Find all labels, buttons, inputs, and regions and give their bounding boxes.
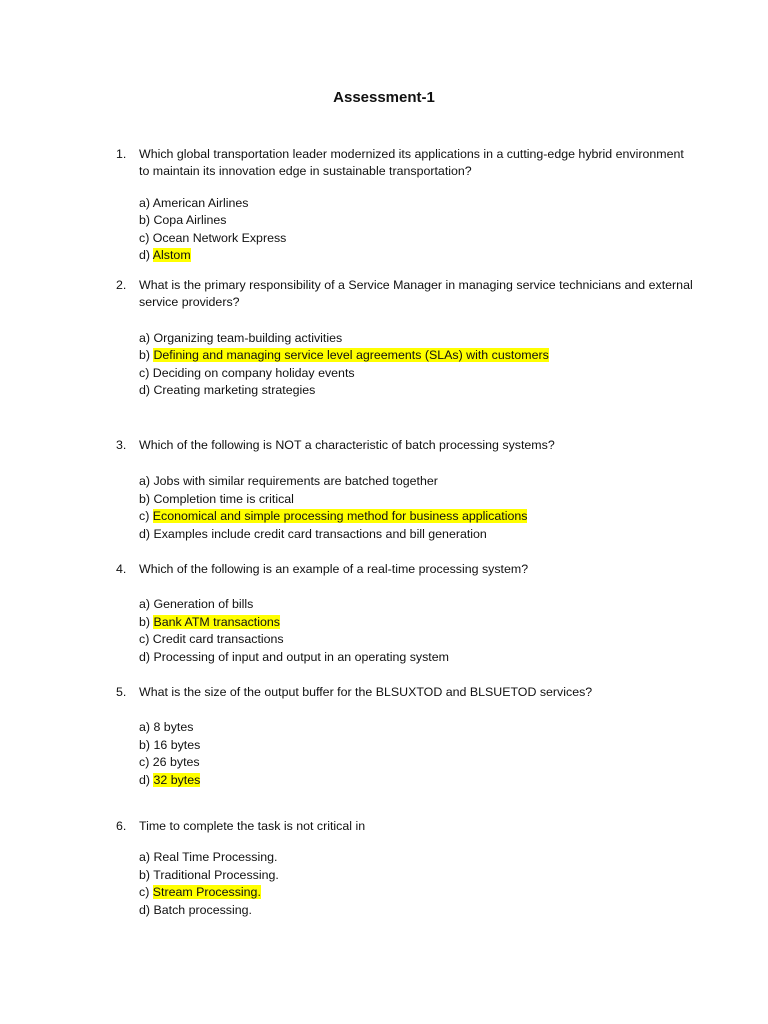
- question-text: Which of the following is NOT a characteristic of batch processing systems?: [139, 438, 555, 452]
- option-b: b) 16 bytes: [139, 737, 201, 752]
- option-a: a) American Airlines: [139, 195, 249, 210]
- option-c: c) Ocean Network Express: [139, 230, 287, 245]
- highlighted-answer: Bank ATM transactions: [153, 614, 280, 629]
- option-b: b) Copa Airlines: [139, 213, 227, 228]
- question-number: 3.: [116, 438, 127, 452]
- options-list: [139, 330, 696, 400]
- option-b: b) Defining and managing service level agreements (SLAs) with customers: [139, 348, 549, 363]
- option-b: b) Traditional Processing.: [139, 867, 279, 882]
- highlighted-answer: Economical and simple processing method for business applications: [152, 509, 528, 524]
- question-6: [116, 818, 696, 919]
- question-text: Which of the following is an example of a real-time processing system?: [139, 562, 529, 576]
- option-d: d) 32 bytes: [139, 772, 201, 787]
- option-a: a) Generation of bills: [139, 597, 254, 612]
- question-3: [116, 437, 696, 543]
- question-text: What is the size of the output buffer for the BLSUXTOD and BLSUETOD services?: [139, 685, 593, 699]
- highlighted-answer: 32 bytes: [153, 772, 201, 787]
- options-list: [139, 195, 696, 265]
- page-title: Assessment-1: [333, 89, 435, 106]
- option-c: c) Deciding on company holiday events: [139, 365, 355, 380]
- option-a: a) Organizing team-building activities: [139, 330, 343, 345]
- options-list: [139, 596, 696, 666]
- question-text: Time to complete the task is not critical in: [139, 819, 366, 833]
- option-c: c) Economical and simple processing method for business applications: [139, 509, 528, 524]
- option-b: b) Completion time is critical: [139, 491, 294, 506]
- option-d: d) Alstom: [139, 248, 191, 263]
- option-a: a) 8 bytes: [139, 720, 194, 735]
- question-text: What is the primary responsibility of a Service Manager in managing service technicians and external service providers?: [139, 278, 693, 310]
- question-1: [116, 146, 696, 264]
- question-number: 4.: [116, 562, 127, 576]
- options-list: [139, 473, 696, 543]
- options-list: [139, 849, 696, 919]
- question-number: 6.: [116, 819, 127, 833]
- option-a: a) Jobs with similar requirements are batched together: [139, 474, 438, 489]
- options-list: [139, 719, 696, 789]
- question-number: 1.: [116, 147, 127, 161]
- option-d: d) Batch processing.: [139, 902, 252, 917]
- highlighted-answer: Stream Processing.: [152, 885, 261, 900]
- question-text: Which global transportation leader modernized its applications in a cutting-edge hybrid environment to maintain its innovation edge in sustainable transportation?: [139, 147, 684, 179]
- option-c: c) Credit card transactions: [139, 632, 284, 647]
- highlighted-answer: Alstom: [152, 248, 191, 263]
- option-d: d) Creating marketing strategies: [139, 383, 316, 398]
- highlighted-answer: Defining and managing service level agreements (SLAs) with customers: [153, 348, 549, 363]
- question-number: 5.: [116, 685, 127, 699]
- option-a: a) Real Time Processing.: [139, 850, 278, 865]
- option-c: c) Stream Processing.: [139, 885, 261, 900]
- option-d: d) Examples include credit card transactions and bill generation: [139, 526, 487, 541]
- option-b: b) Bank ATM transactions: [139, 614, 280, 629]
- option-c: c) 26 bytes: [139, 755, 200, 770]
- question-4: [116, 561, 696, 666]
- question-number: 2.: [116, 278, 127, 292]
- question-5: [116, 684, 696, 789]
- question-2: [116, 277, 696, 399]
- option-d: d) Processing of input and output in an operating system: [139, 649, 449, 664]
